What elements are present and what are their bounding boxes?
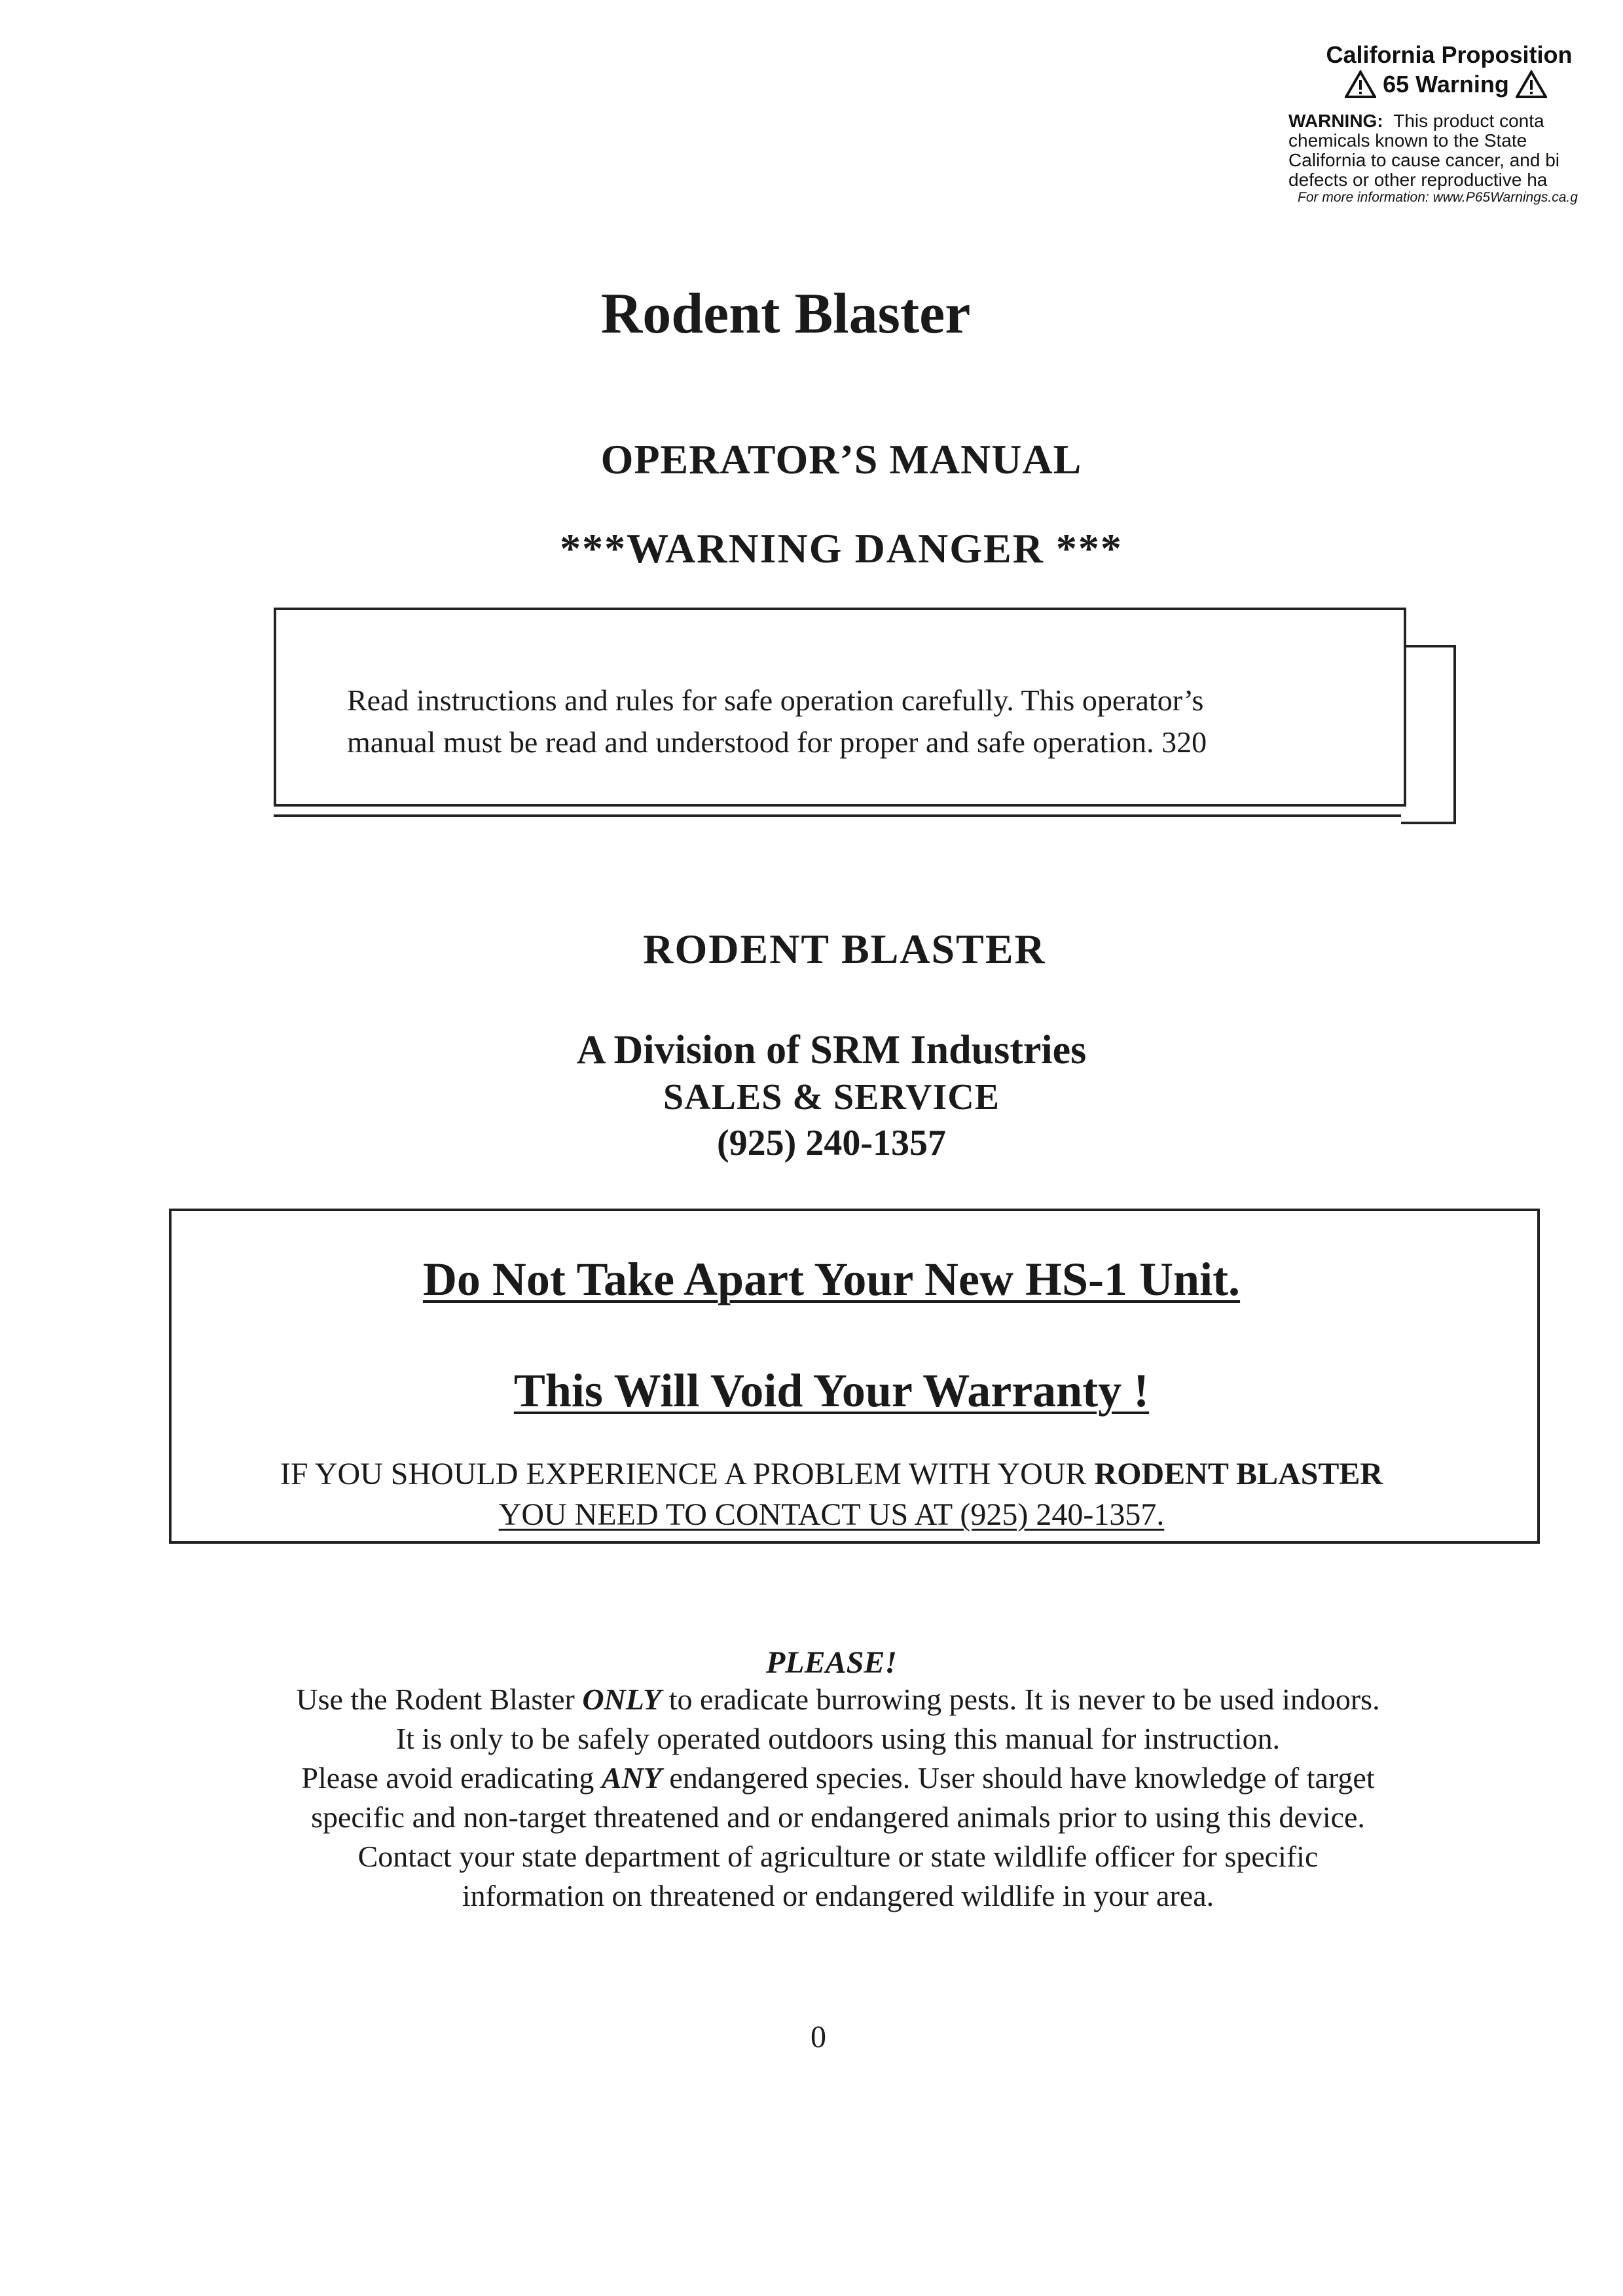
notice-box-shadow — [1401, 645, 1456, 824]
prop65-more-info: For more information: www.P65Warnings.ca.g — [1298, 190, 1578, 205]
prop65-title: California Proposition — [1326, 41, 1573, 68]
please-line — [196, 1758, 1480, 1798]
please-line: specific and non-target threatened and or endangered animals prior to using this device. — [311, 1800, 1365, 1834]
sales-service-label: SALES & SERVICE — [663, 1077, 1000, 1118]
prop65-warning-word: WARNING: — [1288, 111, 1383, 131]
prop65-subtitle — [1288, 69, 1623, 100]
prop65-line: California to cause cancer, and bi — [1288, 150, 1560, 170]
please-text: Use the Rodent Blaster — [296, 1683, 583, 1716]
please-line — [196, 1680, 1480, 1719]
notice-line: manual must be read and understood for proper and safe operation. 320 — [347, 725, 1207, 759]
prop65-line: This product conta — [1393, 111, 1544, 131]
please-heading: PLEASE! — [765, 1645, 898, 1680]
emphasis-any: ANY — [601, 1761, 662, 1795]
please-text: endangered species. User should have knowledge of target — [661, 1761, 1375, 1795]
prop65-warning-label — [1288, 41, 1623, 206]
company-name: RODENT BLASTER — [643, 926, 1046, 972]
void-warranty-text: This Will Void Your Warranty ! — [513, 1364, 1150, 1417]
notice-line: Read instructions and rules for safe operation carefully. This operator’s — [347, 683, 1204, 717]
please-text: Please avoid eradicating — [301, 1761, 602, 1795]
prop65-body — [1288, 111, 1623, 190]
page-number: 0 — [811, 2020, 826, 2054]
warranty-heading: Do Not Take Apart Your New HS-1 Unit. — [422, 1253, 1241, 1305]
notice-box-text — [347, 680, 1368, 763]
phone-number: (925) 240-1357 — [717, 1123, 946, 1163]
prop65-line: chemicals known to the State — [1288, 130, 1527, 151]
warning-triangle-icon — [1345, 70, 1376, 99]
problem-text — [0, 1455, 1623, 1494]
notice-box-underline — [274, 814, 1401, 817]
please-body — [196, 1680, 1480, 1916]
document-subtitle: OPERATOR’S MANUAL — [600, 436, 1082, 483]
please-line: It is only to be safely operated outdoors using this manual for instruction. — [395, 1722, 1281, 1755]
warning-triangle-icon — [1516, 70, 1547, 99]
please-line: information on threatened or endangered wildlife in your area. — [462, 1879, 1214, 1912]
problem-brand: RODENT BLASTER — [1094, 1457, 1383, 1491]
contact-text: YOU NEED TO CONTACT US AT (925) 240-1357. — [498, 1497, 1165, 1532]
emphasis-only: ONLY — [582, 1683, 662, 1716]
please-line: Contact your state department of agriculture or state wildlife officer for specific — [357, 1840, 1319, 1873]
prop65-warning-label-text: 65 Warning — [1383, 71, 1509, 98]
prop65-line: defects or other reproductive ha — [1288, 170, 1548, 190]
problem-prefix: IF YOU SHOULD EXPERIENCE A PROBLEM WITH YOUR — [280, 1457, 1095, 1491]
danger-heading: ***WARNING DANGER *** — [560, 525, 1123, 572]
please-text: to eradicate burrowing pests. It is never to be used indoors. — [661, 1683, 1380, 1716]
company-division: A Division of SRM Industries — [576, 1028, 1087, 1072]
document-title: Rodent Blaster — [600, 282, 971, 346]
